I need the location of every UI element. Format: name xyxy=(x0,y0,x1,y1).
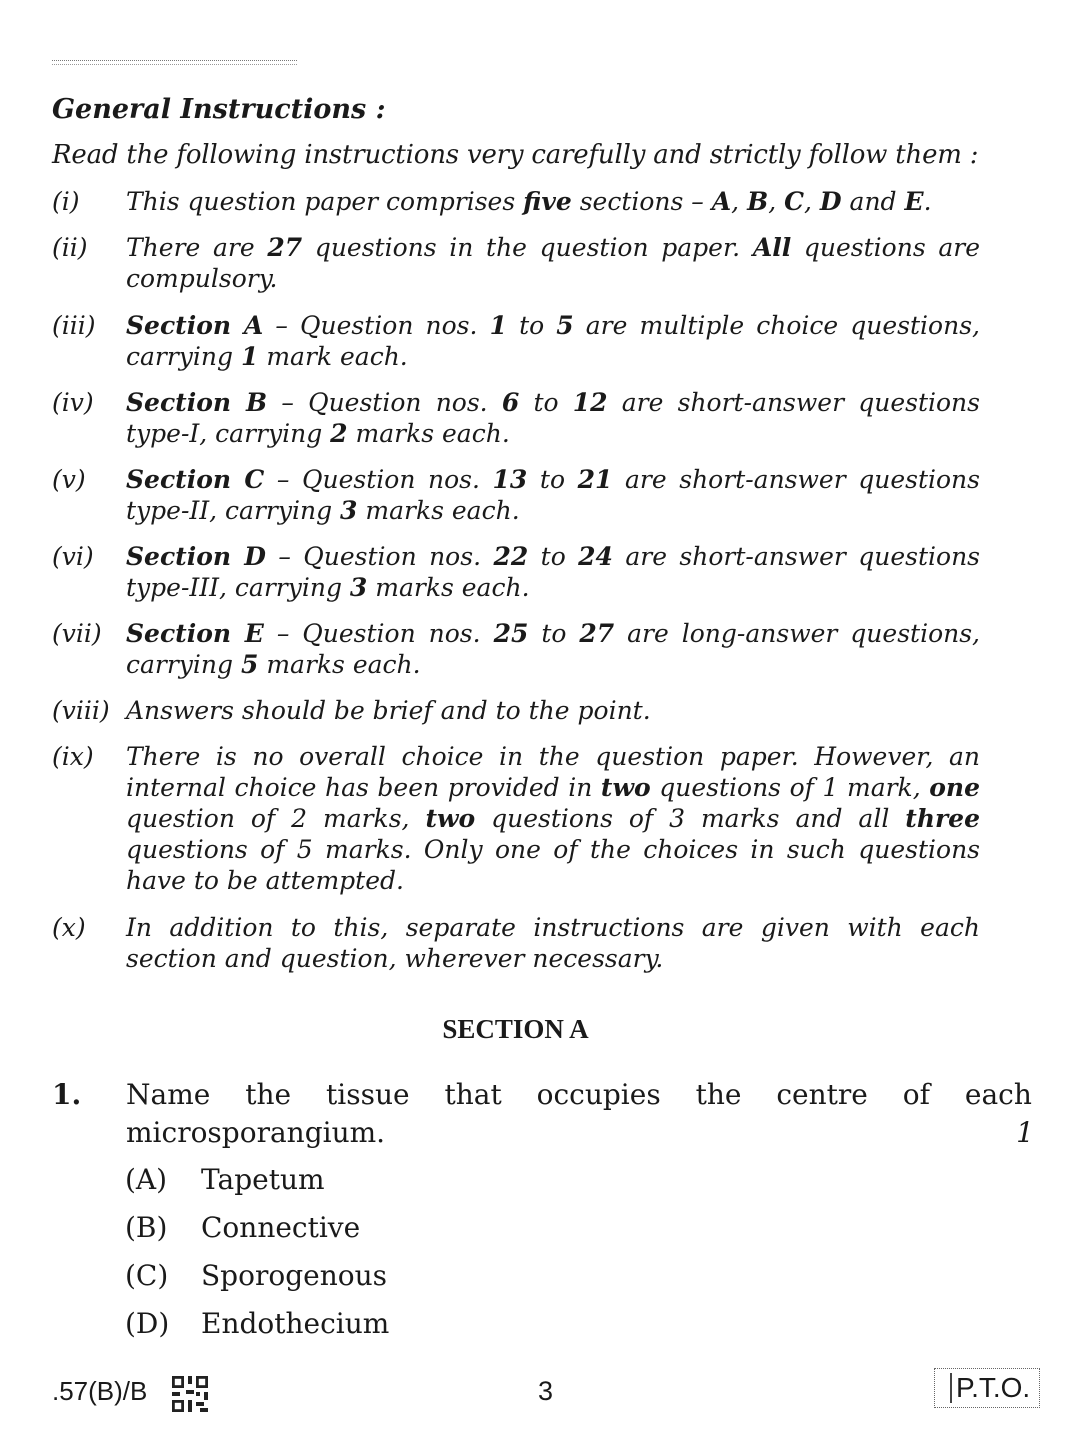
instruction-item xyxy=(52,618,980,680)
instruction-number: (x) xyxy=(52,913,86,942)
option-item xyxy=(125,1259,387,1292)
instruction-item xyxy=(52,695,980,726)
instruction-item xyxy=(52,741,980,896)
question-word: the xyxy=(245,1078,292,1111)
option-text: Tapetum xyxy=(201,1163,325,1196)
instruction-number: (v) xyxy=(52,465,86,494)
instruction-number: (iv) xyxy=(52,388,94,417)
question-word: Name xyxy=(126,1078,211,1111)
instruction-text: Answers should be brief and to the point. xyxy=(126,696,651,725)
question-word: occupies xyxy=(536,1078,661,1111)
instruction-text: In addition to this, separate instructions are given with each section and question, wherever necessary. xyxy=(126,913,980,973)
header-security-strip xyxy=(52,60,297,65)
pto-label: P.T.O. xyxy=(950,1373,1030,1403)
question-word: tissue xyxy=(326,1078,410,1111)
instruction-text: Section E – Question nos. 25 to 27 are long-answer questions, carrying 5 marks each. xyxy=(126,619,980,679)
instruction-number: (iii) xyxy=(52,311,96,340)
instruction-text: Section A – Question nos. 1 to 5 are multiple choice questions, carrying 1 mark each. xyxy=(126,311,980,371)
instruction-item xyxy=(52,464,980,526)
instruction-item xyxy=(52,232,980,294)
instruction-item xyxy=(52,912,980,974)
instruction-item xyxy=(52,387,980,449)
instruction-text: There are 27 questions in the question paper. All questions are compulsory. xyxy=(126,233,980,293)
option-item xyxy=(125,1163,325,1196)
instruction-text: Section D – Question nos. 22 to 24 are short-answer questions type-III, carrying 3 marks each. xyxy=(126,542,980,602)
instruction-item xyxy=(52,186,980,217)
option-text: Connective xyxy=(201,1211,361,1244)
option-label: (D) xyxy=(125,1307,170,1340)
section-title: SECTION A xyxy=(442,1014,589,1044)
question-text-line2: microsporangium. xyxy=(126,1116,386,1149)
instruction-number: (i) xyxy=(52,187,80,216)
option-label: (A) xyxy=(125,1163,168,1196)
question-word: centre xyxy=(776,1078,868,1111)
option-text: Endothecium xyxy=(201,1307,390,1340)
option-label: (C) xyxy=(125,1259,169,1292)
qr-code-icon xyxy=(172,1376,208,1412)
option-label: (B) xyxy=(125,1211,168,1244)
question-word: the xyxy=(695,1078,742,1111)
general-instructions-intro: Read the following instructions very carefully and strictly follow them : xyxy=(52,140,979,170)
page-number: 3 xyxy=(538,1376,554,1406)
instruction-number: (viii) xyxy=(52,696,110,725)
general-instructions-title: General Instructions : xyxy=(52,94,386,125)
option-text: Sporogenous xyxy=(201,1259,387,1292)
instruction-text: This question paper comprises five sections – A, B, C, D and E. xyxy=(126,187,932,216)
instruction-number: (ix) xyxy=(52,742,94,771)
paper-code: .57(B)/B xyxy=(52,1376,148,1406)
instruction-item xyxy=(52,310,980,372)
instruction-text: Section C – Question nos. 13 to 21 are short-answer questions type-II, carrying 3 marks each. xyxy=(126,465,980,525)
instruction-item xyxy=(52,541,980,603)
option-item xyxy=(125,1211,360,1244)
instruction-number: (vi) xyxy=(52,542,94,571)
instruction-number: (ii) xyxy=(52,233,88,262)
question-word: that xyxy=(444,1078,502,1111)
option-item xyxy=(125,1307,389,1340)
instruction-text: There is no overall choice in the question paper. However, an internal choice has been provided in two questions of 1 mark, one question of 2 marks, two questions of 3 marks and all three questions of 5 marks. Only one of the choices in such questions have to be attempted. xyxy=(126,742,980,895)
instruction-text: Section B – Question nos. 6 to 12 are short-answer questions type-I, carrying 2 marks each. xyxy=(126,388,980,448)
question-marks: 1 xyxy=(1016,1116,1034,1149)
question-number: 1. xyxy=(52,1078,82,1111)
instruction-number: (vii) xyxy=(52,619,102,648)
question-word: of xyxy=(902,1078,930,1111)
question-text-line1 xyxy=(126,1078,1032,1111)
question-word: each xyxy=(964,1078,1032,1111)
